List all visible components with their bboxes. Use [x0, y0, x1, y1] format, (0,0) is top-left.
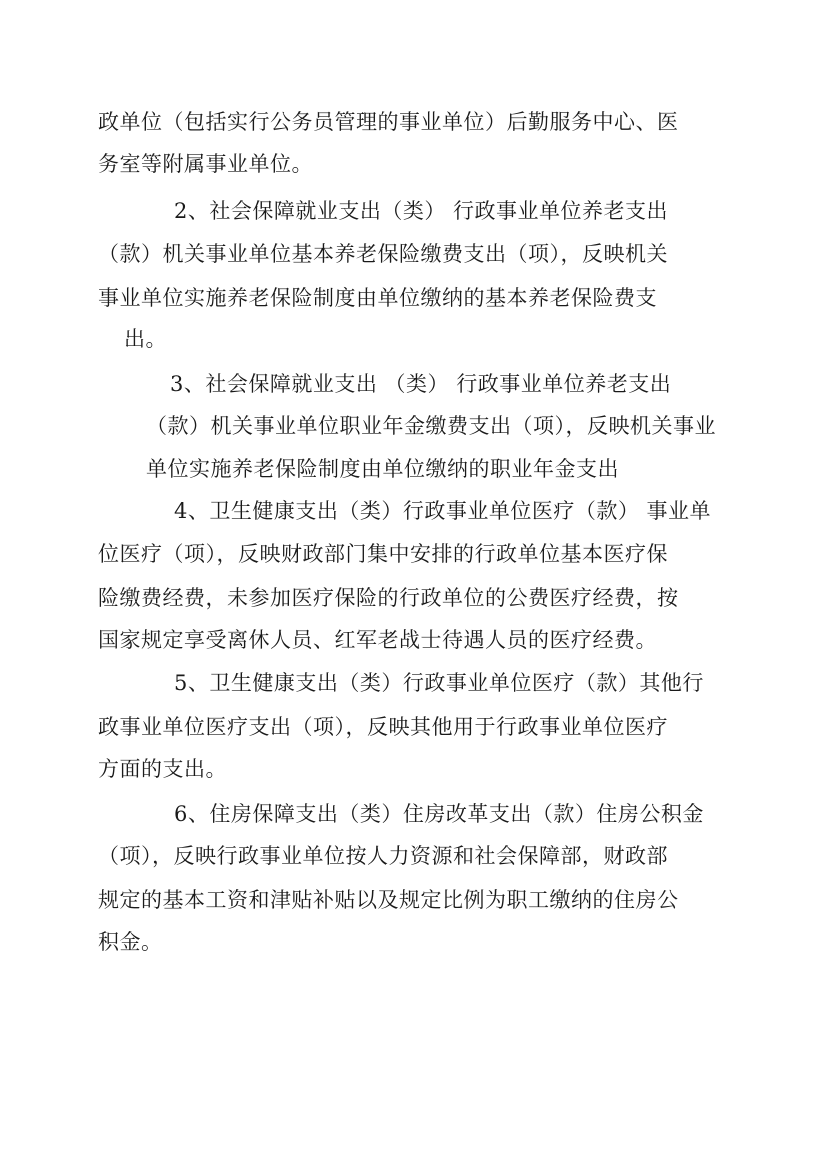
text-line: 单位实施养老保险制度由单位缴纳的职业年金支出: [146, 457, 619, 481]
text-line: 位医疗（项），反映财政部门集中安排的行政单位基本医疗保: [98, 542, 668, 566]
text-line: 政单位（包括实行公务员管理的事业单位）后勤服务中心、医: [98, 110, 679, 134]
text-line: （项），反映行政事业单位按人力资源和社会保障部，财政部: [98, 844, 668, 868]
text-line: 方面的支出。: [98, 757, 227, 781]
text-line: 2、社会保障就业支出（类） 行政事业单位养老支出: [174, 199, 669, 223]
text-line: 4、卫生健康支出（类）行政事业单位医疗（款） 事业单: [174, 499, 712, 523]
text-line: 政事业单位医疗支出（项），反映其他用于行政事业单位医疗: [98, 715, 668, 739]
text-line: 3、社会保障就业支出 （类） 行政事业单位养老支出: [170, 372, 672, 396]
text-line: 事业单位实施养老保险制度由单位缴纳的基本养老保险费支: [98, 286, 657, 310]
text-line: 出。: [124, 327, 167, 351]
text-line: 务室等附属事业单位。: [98, 152, 313, 176]
text-line: 积金。: [98, 930, 163, 954]
text-line: （款）机关事业单位职业年金缴费支出（项），反映机关事业: [146, 414, 716, 438]
text-line: 6、住房保障支出（类）住房改革支出（款）住房公积金: [174, 802, 704, 826]
text-line: 险缴费经费，未参加医疗保险的行政单位的公费医疗经费，按: [98, 586, 679, 610]
text-line: 国家规定享受离休人员、红军老战士待遇人员的医疗经费。: [98, 628, 657, 652]
text-line: 5、卫生健康支出（类）行政事业单位医疗（款）其他行: [174, 671, 704, 695]
text-line: （款）机关事业单位基本养老保险缴费支出（项），反映机关: [98, 242, 668, 266]
text-line: 规定的基本工资和津贴补贴以及规定比例为职工缴纳的住房公: [98, 888, 679, 912]
